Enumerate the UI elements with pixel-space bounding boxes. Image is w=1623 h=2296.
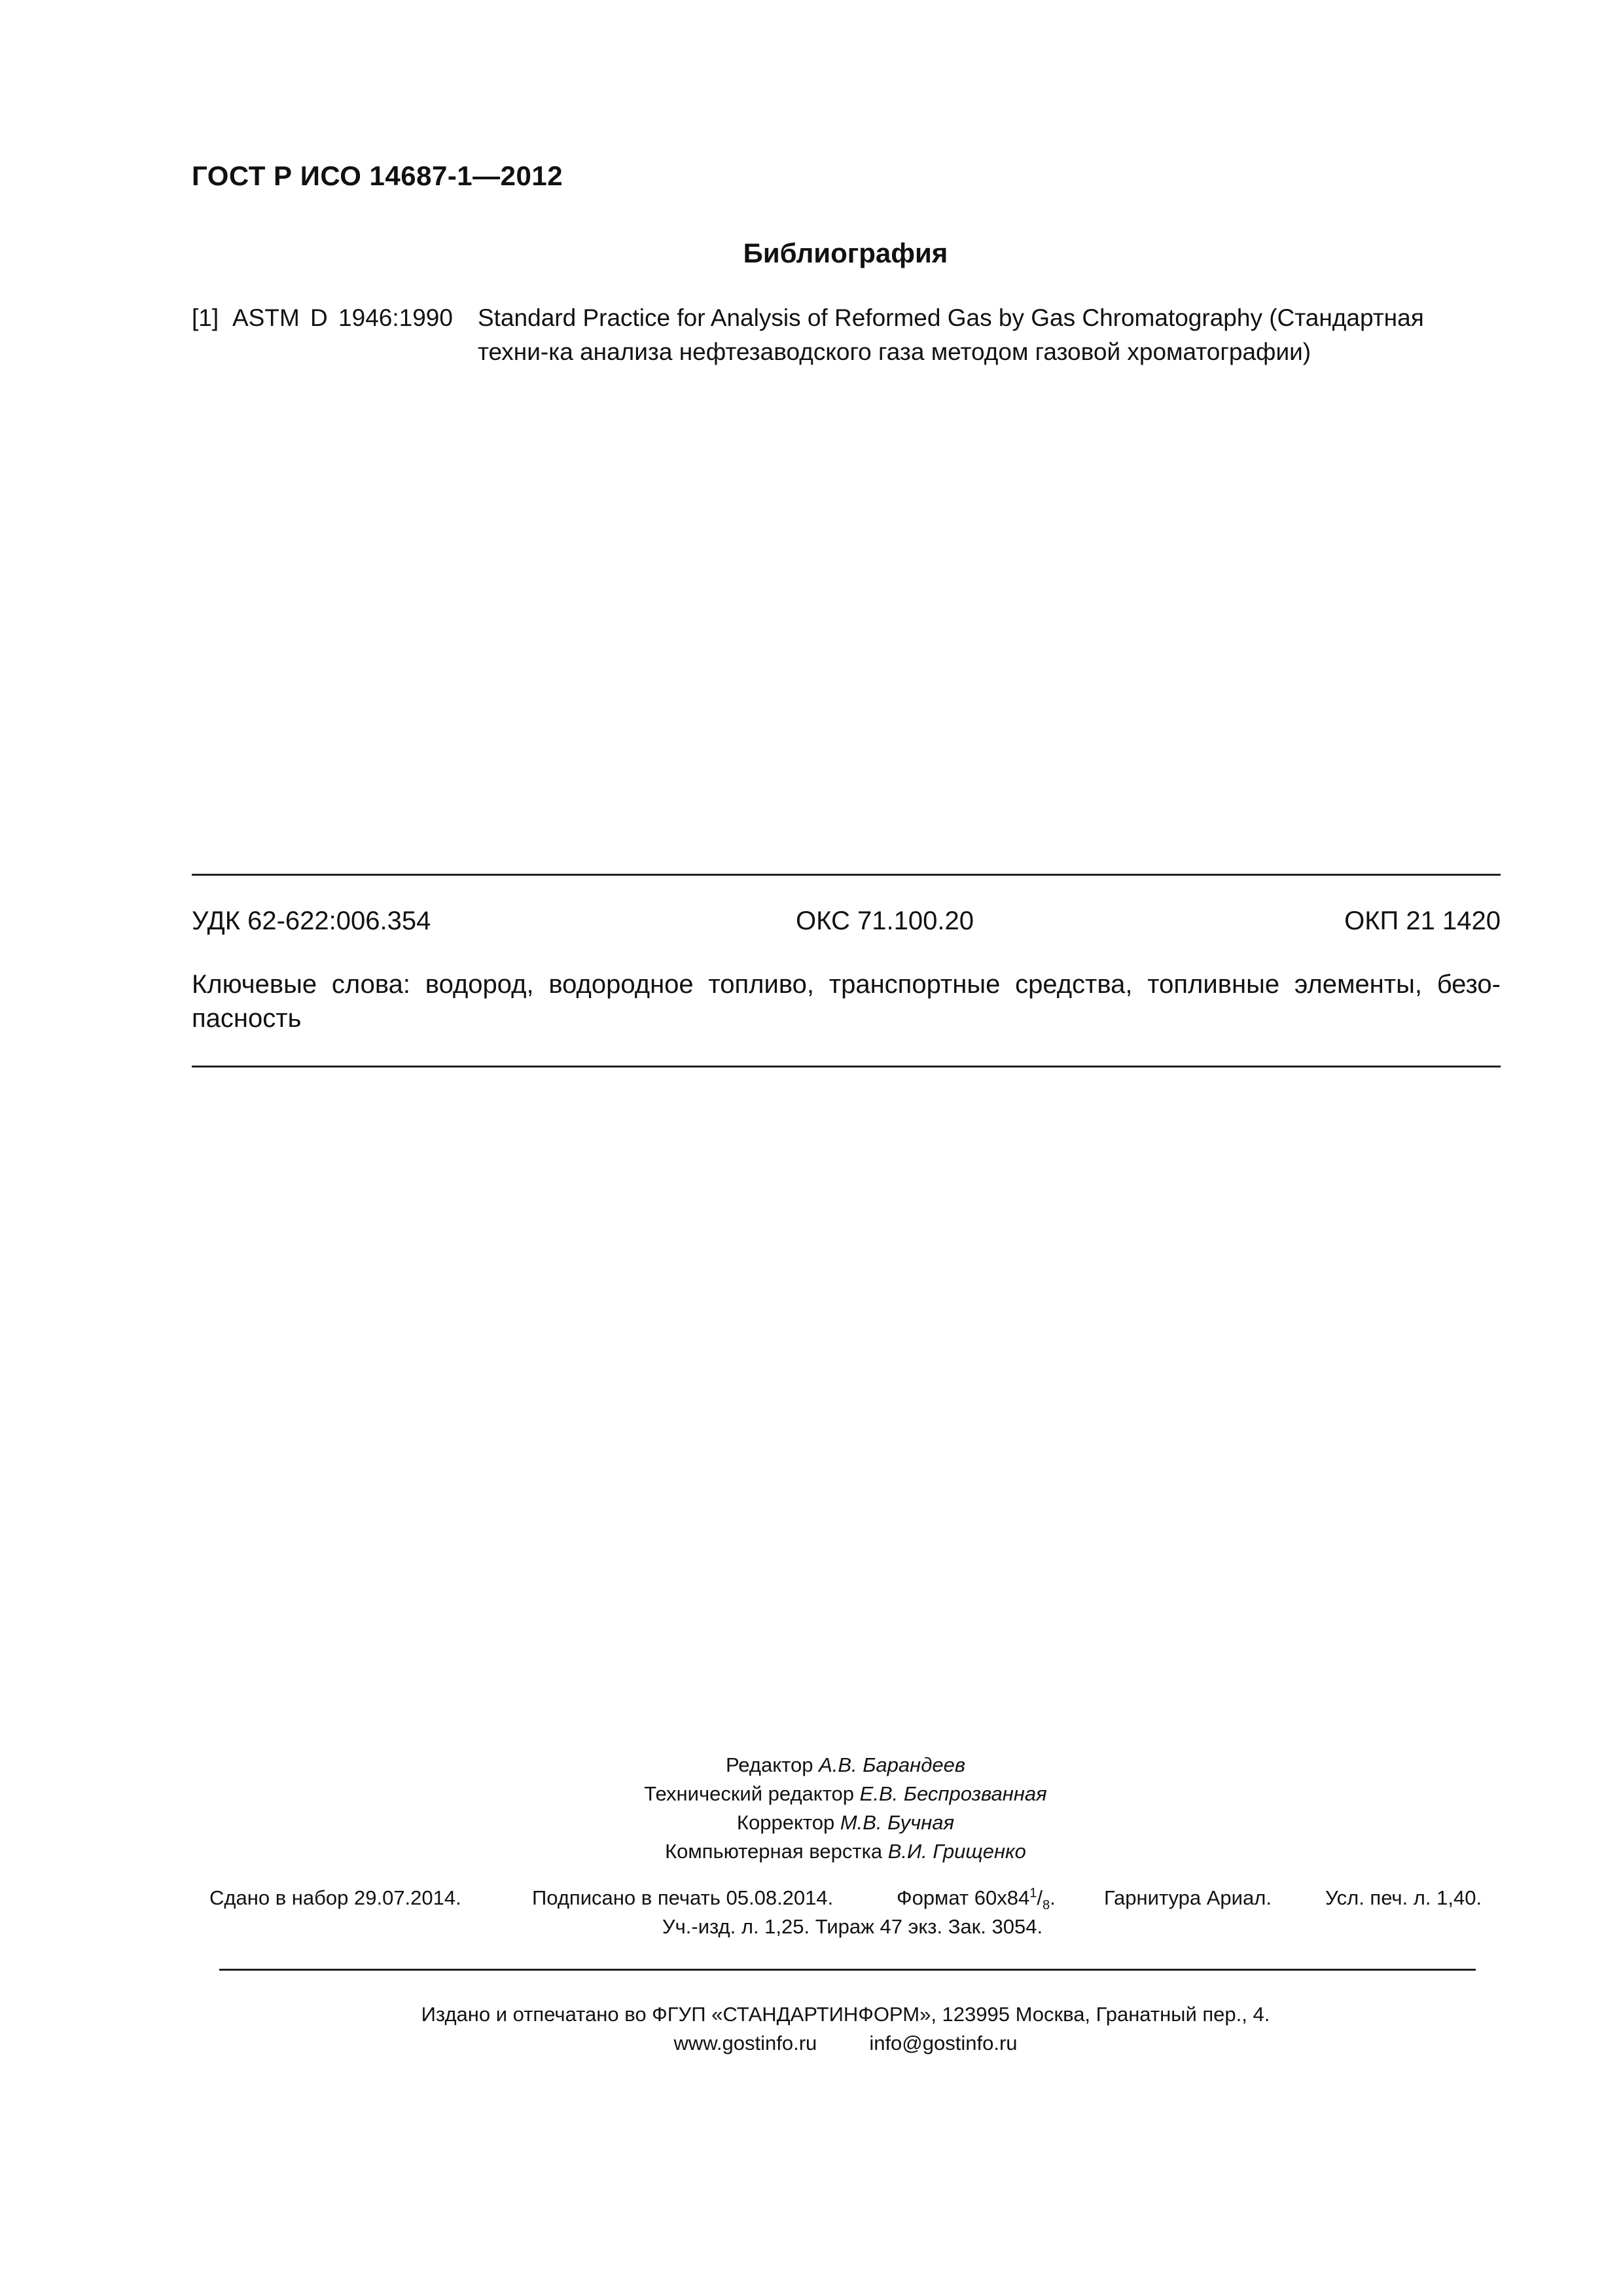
credit-line xyxy=(0,1837,1623,1866)
credit-role: Компьютерная верстка xyxy=(665,1840,883,1863)
okp-code: ОКП 21 1420 xyxy=(1344,906,1501,935)
publisher-line: Издано и отпечатано во ФГУП «СТАНДАРТИНФОРМ», 123995 Москва, Гранатный пер., 4. xyxy=(421,2003,1270,2026)
print-format-numerator: 1 xyxy=(1029,1886,1037,1901)
print-font: Гарнитура Ариал. xyxy=(1104,1886,1272,1909)
print-sheets: Усл. печ. л. 1,40. xyxy=(1325,1886,1482,1909)
publisher-website-link[interactable]: www.gostinfo.ru xyxy=(673,2032,817,2054)
bibliography-entry-text: Standard Practice for Analysis of Reformed Gas by Gas Chromatography (Стандартная техни-ка анализа нефтезаводского газа методом газовой хроматографии) xyxy=(478,304,1424,365)
credit-role: Редактор xyxy=(725,1753,813,1776)
print-format-denominator: 8 xyxy=(1042,1898,1050,1913)
keywords: Ключевые слова: водород, водородное топливо, транспортные средства, топливные элементы, безо-пасность xyxy=(192,970,1501,1033)
bibliography-entry-code: ASTM D 1946:1990 xyxy=(232,304,453,331)
print-signed: Подписано в печать 05.08.2014. xyxy=(532,1886,834,1909)
credit-role: Корректор xyxy=(736,1811,835,1834)
credit-person: М.В. Бучная xyxy=(840,1811,955,1834)
oks-code: ОКС 71.100.20 xyxy=(796,906,974,935)
publisher-links xyxy=(0,2029,1623,2058)
credit-line xyxy=(0,1808,1623,1837)
credits-block xyxy=(0,1751,1623,1866)
credit-role: Технический редактор xyxy=(644,1782,855,1805)
publisher-email-link[interactable]: info@gostinfo.ru xyxy=(869,2032,1018,2054)
credit-line xyxy=(0,1780,1623,1808)
document-code-header: ГОСТ Р ИСО 14687-1—2012 xyxy=(192,160,563,191)
print-format-prefix: Формат 60x84 xyxy=(897,1886,1030,1909)
print-submitted: Сдано в набор 29.07.2014. xyxy=(209,1886,461,1909)
credit-person: А.В. Барандеев xyxy=(819,1753,966,1776)
divider-middle xyxy=(192,1066,1501,1067)
bibliography-title: Библиография xyxy=(743,238,948,268)
credit-person: Е.В. Беспрозванная xyxy=(859,1782,1047,1805)
print-format: Формат $60x84^1/_8$. xyxy=(897,1886,1056,1913)
print-format-suffix: . xyxy=(1050,1886,1056,1909)
credit-line xyxy=(0,1751,1623,1780)
divider-top xyxy=(192,874,1501,876)
print-info-line-2: Уч.-изд. л. 1,25. Тираж 47 экз. Зак. 3054. xyxy=(662,1915,1043,1938)
credit-person: В.И. Грищенко xyxy=(887,1840,1026,1863)
udk-code: УДК 62-622:006.354 xyxy=(192,906,431,935)
publisher-block xyxy=(0,2000,1623,2058)
bibliography-entry-number: [1] xyxy=(192,304,219,331)
divider-bottom xyxy=(219,1969,1476,1971)
